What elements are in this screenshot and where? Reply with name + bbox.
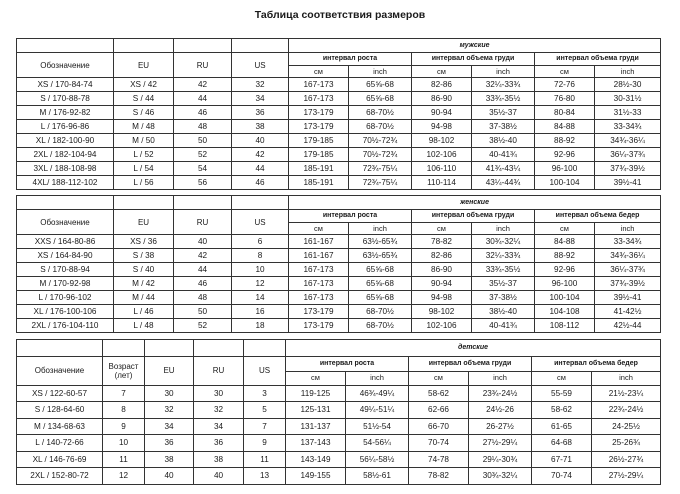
table-cell: 58½-61	[346, 468, 409, 485]
table-cell: 52	[174, 148, 232, 162]
group-height: интервал роста	[286, 356, 409, 371]
women-section-label: женские	[289, 196, 661, 210]
table-cell: 65⅝-68	[349, 92, 412, 106]
unit-inch: inch	[472, 66, 535, 78]
table-cell: 26½-27¾	[592, 451, 661, 468]
table-cell: 27½-29¼	[592, 468, 661, 485]
table-cell: 42	[174, 78, 232, 92]
table-cell: 10	[103, 435, 145, 452]
table-row	[17, 162, 661, 176]
table-cell: 179-185	[289, 148, 349, 162]
table-row	[17, 451, 661, 468]
table-cell: 143-149	[286, 451, 346, 468]
table-cell: S / 40	[114, 263, 174, 277]
table-cell: 80-84	[535, 106, 595, 120]
table-cell: 58-62	[532, 402, 592, 419]
table-cell: 106-110	[412, 162, 472, 176]
table-cell: 167-173	[289, 78, 349, 92]
table-cell: 82-86	[412, 249, 472, 263]
table-row	[17, 120, 661, 134]
table-cell: 2XL / 182-104-94	[17, 148, 114, 162]
table-cell: 11	[244, 451, 286, 468]
table-cell: 11	[103, 451, 145, 468]
table-cell: 32	[145, 402, 194, 419]
table-cell: 161-167	[289, 235, 349, 249]
table-cell: 30-31½	[595, 92, 661, 106]
table-cell: 46	[232, 176, 289, 190]
table-cell: 37¾-39½	[595, 162, 661, 176]
unit-cm: см	[412, 66, 472, 78]
table-cell: 100-104	[535, 176, 595, 190]
table-cell: 37-38½	[472, 291, 535, 305]
table-cell: 14	[232, 291, 289, 305]
table-cell: 76-80	[535, 92, 595, 106]
table-cell: 38½-40	[472, 134, 535, 148]
table-cell: 62-66	[409, 402, 469, 419]
table-cell: 30¾-32¼	[469, 468, 532, 485]
table-cell: 40	[232, 134, 289, 148]
table-cell: 2XL / 176-104-110	[17, 319, 114, 333]
kids-section-label: детские	[286, 340, 661, 357]
col-us: US	[232, 210, 289, 235]
table-cell: 50	[174, 134, 232, 148]
table-cell: 13	[244, 468, 286, 485]
table-cell: 98-102	[412, 305, 472, 319]
unit-cm: см	[535, 223, 595, 235]
table-cell: XL / 146-76-69	[17, 451, 103, 468]
table-cell: L / 52	[114, 148, 174, 162]
col-ru: RU	[194, 356, 244, 385]
table-cell: 119-125	[286, 385, 346, 402]
table-cell: 92-96	[535, 148, 595, 162]
table-cell: 50	[174, 305, 232, 319]
table-cell: 34¾-36¼	[595, 134, 661, 148]
table-cell: 68-70½	[349, 319, 412, 333]
col-ru: RU	[174, 53, 232, 78]
table-cell: 38	[232, 120, 289, 134]
unit-cm: см	[289, 66, 349, 78]
table-cell: 72-76	[535, 78, 595, 92]
table-cell: 46	[174, 106, 232, 120]
men-size-table	[16, 38, 661, 190]
table-cell: 7	[244, 418, 286, 435]
table-cell: 46¾-49¼	[346, 385, 409, 402]
table-cell: 78-82	[409, 468, 469, 485]
table-cell: 3	[244, 385, 286, 402]
table-cell: 16	[232, 305, 289, 319]
table-cell: 39½-41	[595, 176, 661, 190]
table-row	[17, 319, 661, 333]
table-cell: XL / 182-100-90	[17, 134, 114, 148]
table-cell: 104-108	[535, 305, 595, 319]
table-cell: 66-70	[409, 418, 469, 435]
table-cell: S / 38	[114, 249, 174, 263]
table-cell: 167-173	[289, 263, 349, 277]
table-cell: 29¼-30¾	[469, 451, 532, 468]
table-cell: 84-88	[535, 235, 595, 249]
table-cell: 88-92	[535, 249, 595, 263]
col-designation: Обозначение	[17, 356, 103, 385]
table-cell: 100-104	[535, 291, 595, 305]
unit-cm: см	[409, 371, 469, 385]
table-cell: 41¾-43¼	[472, 162, 535, 176]
col-eu: EU	[114, 53, 174, 78]
table-cell: 34¾-36¼	[595, 249, 661, 263]
table-cell: 92-96	[535, 263, 595, 277]
table-row	[17, 235, 661, 249]
table-cell: S / 128-64-60	[17, 402, 103, 419]
unit-cm: см	[535, 66, 595, 78]
table-cell: 38½-40	[472, 305, 535, 319]
table-cell: 90-94	[412, 277, 472, 291]
table-cell: 56	[174, 176, 232, 190]
table-cell: 96-100	[535, 162, 595, 176]
table-cell: 36¼-37¾	[595, 263, 661, 277]
table-cell: 70½-72¾	[349, 134, 412, 148]
table-cell: 49¼-51¼	[346, 402, 409, 419]
table-cell: 39½-41	[595, 291, 661, 305]
col-eu: EU	[114, 210, 174, 235]
table-cell: 6	[232, 235, 289, 249]
col-ru: RU	[174, 210, 232, 235]
table-cell: 68-70½	[349, 305, 412, 319]
table-cell: 18	[232, 319, 289, 333]
table-cell: 167-173	[289, 291, 349, 305]
table-cell: 70½-72¾	[349, 148, 412, 162]
table-cell: 40	[194, 468, 244, 485]
table-cell: 63½-65¾	[349, 235, 412, 249]
table-cell: 173-179	[289, 120, 349, 134]
group-height: интервал роста	[289, 210, 412, 223]
unit-inch: inch	[595, 223, 661, 235]
table-cell: 185-191	[289, 176, 349, 190]
table-cell: 28½-30	[595, 78, 661, 92]
table-cell: 42½-44	[595, 319, 661, 333]
table-cell: 54	[174, 162, 232, 176]
table-row	[17, 291, 661, 305]
table-cell: 108-112	[535, 319, 595, 333]
table-cell: 22¾-24½	[592, 402, 661, 419]
page-title: Таблица соответствия размеров	[254, 9, 426, 21]
table-cell: 102-106	[412, 148, 472, 162]
table-cell: 3XL / 188-108-98	[17, 162, 114, 176]
table-cell: 94-98	[412, 120, 472, 134]
table-cell: L / 54	[114, 162, 174, 176]
unit-inch: inch	[349, 223, 412, 235]
table-cell: 42	[232, 148, 289, 162]
table-cell: 30	[145, 385, 194, 402]
col-eu: EU	[145, 356, 194, 385]
unit-inch: inch	[469, 371, 532, 385]
table-cell: 125-131	[286, 402, 346, 419]
table-cell: 42	[174, 249, 232, 263]
unit-cm: см	[412, 223, 472, 235]
table-cell: 173-179	[289, 319, 349, 333]
table-row	[17, 78, 661, 92]
table-cell: 90-94	[412, 106, 472, 120]
table-cell: 40	[174, 235, 232, 249]
group-chest: интервал объема груди	[412, 53, 535, 66]
col-age: Возраст (лет)	[103, 356, 145, 385]
table-row	[17, 277, 661, 291]
table-cell: L / 170-96-102	[17, 291, 114, 305]
table-cell: 72¾-75¼	[349, 176, 412, 190]
table-cell: 61-65	[532, 418, 592, 435]
table-row	[17, 106, 661, 120]
table-row	[17, 176, 661, 190]
table-cell: 30	[194, 385, 244, 402]
col-designation: Обозначение	[17, 210, 114, 235]
table-cell: 8	[103, 402, 145, 419]
table-cell: 31½-33	[595, 106, 661, 120]
table-cell: M / 42	[114, 277, 174, 291]
table-cell: 65⅝-68	[349, 263, 412, 277]
table-cell: 65⅝-68	[349, 78, 412, 92]
table-cell: 131-137	[286, 418, 346, 435]
unit-inch: inch	[595, 66, 661, 78]
table-cell: 24-25½	[592, 418, 661, 435]
table-cell: XS / 170-84-74	[17, 78, 114, 92]
table-cell: 21½-23¼	[592, 385, 661, 402]
table-cell: L / 176-96-86	[17, 120, 114, 134]
table-row	[17, 305, 661, 319]
table-cell: L / 46	[114, 305, 174, 319]
table-row	[17, 402, 661, 419]
table-cell: 185-191	[289, 162, 349, 176]
table-cell: 34	[232, 92, 289, 106]
table-row	[17, 435, 661, 452]
table-cell: 179-185	[289, 134, 349, 148]
table-row	[17, 134, 661, 148]
unit-inch: inch	[472, 223, 535, 235]
table-cell: XL / 176-100-106	[17, 305, 114, 319]
table-cell: XS / 164-84-90	[17, 249, 114, 263]
table-row	[17, 92, 661, 106]
col-designation: Обозначение	[17, 53, 114, 78]
table-cell: 36	[194, 435, 244, 452]
table-cell: 137-143	[286, 435, 346, 452]
table-cell: 68-70½	[349, 120, 412, 134]
table-cell: 74-78	[409, 451, 469, 468]
table-row	[17, 385, 661, 402]
table-cell: 48	[174, 120, 232, 134]
table-cell: 167-173	[289, 92, 349, 106]
kids-size-table	[16, 339, 661, 485]
table-cell: 56¼-58½	[346, 451, 409, 468]
women-size-table	[16, 195, 661, 333]
table-cell: 67-71	[532, 451, 592, 468]
table-cell: 5	[244, 402, 286, 419]
table-cell: 94-98	[412, 291, 472, 305]
table-cell: 43¼-44¾	[472, 176, 535, 190]
table-cell: 173-179	[289, 106, 349, 120]
table-row	[17, 418, 661, 435]
table-cell: XXS / 164-80-86	[17, 235, 114, 249]
group-hips: интервал объема бедер	[532, 356, 661, 371]
table-cell: 40-41¾	[472, 148, 535, 162]
group-hips: интервал объема бедер	[535, 210, 661, 223]
table-cell: 167-173	[289, 277, 349, 291]
table-cell: 4XL/ 188-112-102	[17, 176, 114, 190]
group-chest-2: интервал объема груди	[535, 53, 661, 66]
table-cell: 27½-29¼	[469, 435, 532, 452]
table-cell: 36¼-37¾	[595, 148, 661, 162]
table-cell: 7	[103, 385, 145, 402]
table-cell: 88-92	[535, 134, 595, 148]
table-cell: 52	[174, 319, 232, 333]
table-row	[17, 249, 661, 263]
table-cell: 30¾-32¼	[472, 235, 535, 249]
table-cell: 23¾-24½	[469, 385, 532, 402]
table-cell: M / 170-92-98	[17, 277, 114, 291]
table-cell: 36	[145, 435, 194, 452]
table-cell: 96-100	[535, 277, 595, 291]
unit-inch: inch	[592, 371, 661, 385]
table-cell: 37-38½	[472, 120, 535, 134]
table-cell: 82-86	[412, 78, 472, 92]
table-cell: M / 50	[114, 134, 174, 148]
table-cell: M / 48	[114, 120, 174, 134]
table-cell: 9	[244, 435, 286, 452]
table-cell: 40	[145, 468, 194, 485]
table-cell: 8	[232, 249, 289, 263]
table-cell: 24½-26	[469, 402, 532, 419]
table-cell: S / 170-88-78	[17, 92, 114, 106]
table-cell: XS / 42	[114, 78, 174, 92]
table-cell: 12	[103, 468, 145, 485]
table-cell: 149-155	[286, 468, 346, 485]
table-cell: 46	[174, 277, 232, 291]
table-cell: 32¼-33¾	[472, 78, 535, 92]
table-cell: XS / 122-60-57	[17, 385, 103, 402]
table-row	[17, 468, 661, 485]
table-cell: 9	[103, 418, 145, 435]
men-section-label: мужские	[289, 39, 661, 53]
table-cell: 68-70½	[349, 106, 412, 120]
table-cell: 33-34¾	[595, 235, 661, 249]
table-cell: 34	[194, 418, 244, 435]
unit-cm: см	[286, 371, 346, 385]
table-cell: 78-82	[412, 235, 472, 249]
unit-inch: inch	[346, 371, 409, 385]
table-cell: M / 134-68-63	[17, 418, 103, 435]
table-cell: L / 140-72-66	[17, 435, 103, 452]
table-cell: 54-56¼	[346, 435, 409, 452]
table-row	[17, 148, 661, 162]
unit-inch: inch	[349, 66, 412, 78]
table-cell: 36	[232, 106, 289, 120]
col-us: US	[232, 53, 289, 78]
table-cell: 40-41¾	[472, 319, 535, 333]
table-cell: 26-27½	[469, 418, 532, 435]
table-cell: S / 44	[114, 92, 174, 106]
table-cell: 25-26¾	[592, 435, 661, 452]
table-cell: 44	[232, 162, 289, 176]
table-cell: S / 170-88-94	[17, 263, 114, 277]
table-cell: 33¾-35½	[472, 92, 535, 106]
table-cell: 37¾-39½	[595, 277, 661, 291]
table-cell: 64-68	[532, 435, 592, 452]
table-cell: L / 56	[114, 176, 174, 190]
table-cell: 110-114	[412, 176, 472, 190]
table-cell: 12	[232, 277, 289, 291]
table-cell: XS / 36	[114, 235, 174, 249]
table-cell: 10	[232, 263, 289, 277]
table-cell: S / 46	[114, 106, 174, 120]
col-us: US	[244, 356, 286, 385]
table-row	[17, 263, 661, 277]
table-cell: 38	[145, 451, 194, 468]
table-cell: 32	[232, 78, 289, 92]
unit-cm: см	[532, 371, 592, 385]
table-cell: 44	[174, 263, 232, 277]
table-cell: 86-90	[412, 92, 472, 106]
table-cell: 70-74	[532, 468, 592, 485]
group-height: интервал роста	[289, 53, 412, 66]
table-cell: 63½-65¾	[349, 249, 412, 263]
table-cell: 35½-37	[472, 277, 535, 291]
table-cell: 70-74	[409, 435, 469, 452]
table-cell: 86-90	[412, 263, 472, 277]
table-cell: 35½-37	[472, 106, 535, 120]
table-cell: 98-102	[412, 134, 472, 148]
table-cell: 48	[174, 291, 232, 305]
table-cell: 173-179	[289, 305, 349, 319]
table-cell: 84-88	[535, 120, 595, 134]
table-cell: 41-42½	[595, 305, 661, 319]
unit-cm: см	[289, 223, 349, 235]
table-cell: 33¾-35½	[472, 263, 535, 277]
table-cell: 58-62	[409, 385, 469, 402]
table-cell: L / 48	[114, 319, 174, 333]
group-chest: интервал объема груди	[412, 210, 535, 223]
table-cell: M / 176-92-82	[17, 106, 114, 120]
table-cell: 44	[174, 92, 232, 106]
table-cell: M / 44	[114, 291, 174, 305]
table-cell: 102-106	[412, 319, 472, 333]
table-cell: 65⅝-68	[349, 291, 412, 305]
table-cell: 2XL / 152-80-72	[17, 468, 103, 485]
table-cell: 51½-54	[346, 418, 409, 435]
table-cell: 65⅝-68	[349, 277, 412, 291]
table-cell: 55-59	[532, 385, 592, 402]
table-cell: 161-167	[289, 249, 349, 263]
table-cell: 32	[194, 402, 244, 419]
group-chest: интервал объема груди	[409, 356, 532, 371]
table-cell: 38	[194, 451, 244, 468]
table-cell: 32¼-33¾	[472, 249, 535, 263]
table-cell: 72¾-75¼	[349, 162, 412, 176]
table-cell: 33-34¾	[595, 120, 661, 134]
table-cell: 34	[145, 418, 194, 435]
